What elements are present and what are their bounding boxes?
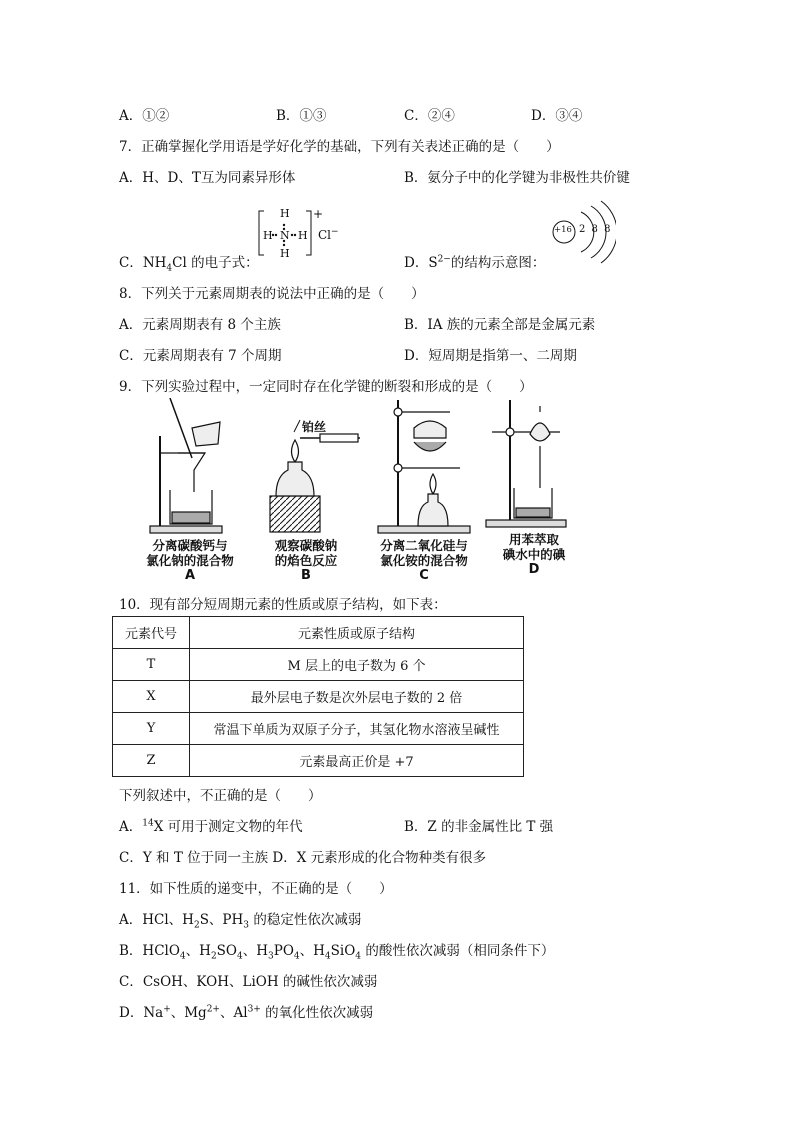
lewis-cl: Cl− [318, 227, 339, 242]
q9-stem: 9．下列实验过程中，一定同时存在化学键的断裂和形成的是（ ） [119, 379, 533, 395]
table-header-row [113, 617, 524, 649]
table-cell: M 层上的电子数为 6 个 [190, 649, 524, 681]
table-header-cell: 元素性质或原子结构 [190, 617, 524, 649]
caption-d: 用苯萃取 碘水中的碘 D [502, 532, 566, 577]
atom-nucleus: +16 [554, 225, 572, 235]
table-cell: T [113, 649, 190, 681]
q7-option-c: C．$NH_4Cl$ 的电子式： [119, 255, 259, 274]
q11-option-d: D．Na+、$Mg^{2+}$、$Al^{3+}$ 的氧化性依次减弱 [119, 1004, 374, 1021]
q8-option-b: B．IA 族的元素全部是金属元素 [404, 317, 596, 333]
q11-stem: 11．如下性质的递变中，不正确的是（ ） [119, 881, 393, 897]
table-header-cell: 元素代号 [113, 617, 190, 649]
q6-option-b: B．①③ [276, 108, 327, 124]
q6-option-d: D．③④ [531, 108, 583, 124]
nh4cl-lewis-structure [254, 205, 354, 261]
table-row [113, 649, 524, 681]
table-cell: 常温下单质为双原子分子，其氢化物水溶液呈碱性 [190, 713, 524, 745]
atom-shell-electrons: 2 8 8 [579, 224, 611, 235]
q11-option-b: B．HClO$_4$、$H_2SO_4$、$H_3PO_4$、$H_4SiO_4$ 的酸性依次减弱（相同条件下） [119, 943, 555, 962]
platinum-wire-label: 铂丝 [302, 420, 327, 434]
lewis-h-left: H [263, 229, 273, 242]
table-cell: X [113, 681, 190, 713]
lewis-charge: + [313, 207, 324, 221]
caption-c: 分离二氧化硅与 氯化铵的混合物 C [380, 538, 468, 583]
s2-atom-structure-diagram [546, 198, 616, 268]
q8-option-c: C．元素周期表有 7 个周期 [119, 348, 282, 364]
q6-option-c: C．②④ [404, 108, 455, 124]
q6-option-a: A．①② [119, 108, 170, 124]
table-cell: 最外层电子数是次外层电子数的 2 倍 [190, 681, 524, 713]
lewis-h-bottom: H [280, 247, 290, 260]
q7-option-b: B．氨分子中的化学键为非极性共价键 [404, 170, 630, 186]
q7-option-a: A．H、D、T互为同素异形体 [119, 170, 296, 186]
lewis-n: N [280, 229, 290, 242]
caption-a: 分离碳酸钙与 氯化钠的混合物 A [146, 538, 234, 583]
q7-stem: 7．正确掌握化学用语是学好化学的基础，下列有关表述正确的是（ ） [119, 139, 560, 155]
q11-option-a: A．HCl、$H_2S$、$PH_3$ 的稳定性依次减弱 [119, 912, 362, 931]
table-cell: Z [113, 745, 190, 777]
table-row [113, 713, 524, 745]
lewis-h-right: H [298, 229, 308, 242]
q11-option-c: C．CsOH、KOH、LiOH 的碱性依次减弱 [119, 974, 378, 990]
q8-stem: 8．下列关于元素周期表的说法中正确的是（ ） [119, 286, 425, 302]
table-row [113, 745, 524, 777]
q8-option-d: D．短周期是指第一、二周期 [404, 348, 577, 364]
q10-option-cd: C．Y 和 T 位于同一主族 D．X 元素形成的化合物种类有很多 [119, 850, 487, 866]
lewis-h-top: H [280, 207, 290, 220]
table-row [113, 681, 524, 713]
q10-option-a: A．$^{14}$X 可用于测定文物的年代 [119, 818, 303, 835]
q10-stem: 10．现有部分短周期元素的性质或原子结构，如下表： [119, 597, 447, 613]
table-cell: Y [113, 713, 190, 745]
lab-apparatus-illustration [130, 398, 580, 538]
table-cell: 元素最高正价是 +7 [190, 745, 524, 777]
q7-option-d: D．$S^{2-}$的结构示意图： [404, 254, 546, 271]
element-table [112, 616, 524, 777]
q10-prompt: 下列叙述中，不正确的是（ ） [119, 788, 322, 804]
q8-option-a: A．元素周期表有 8 个主族 [119, 317, 281, 333]
caption-b: 观察碳酸钠 的焰色反应 B [274, 538, 338, 583]
q10-option-b: B．Z 的非金属性比 T 强 [404, 819, 554, 835]
